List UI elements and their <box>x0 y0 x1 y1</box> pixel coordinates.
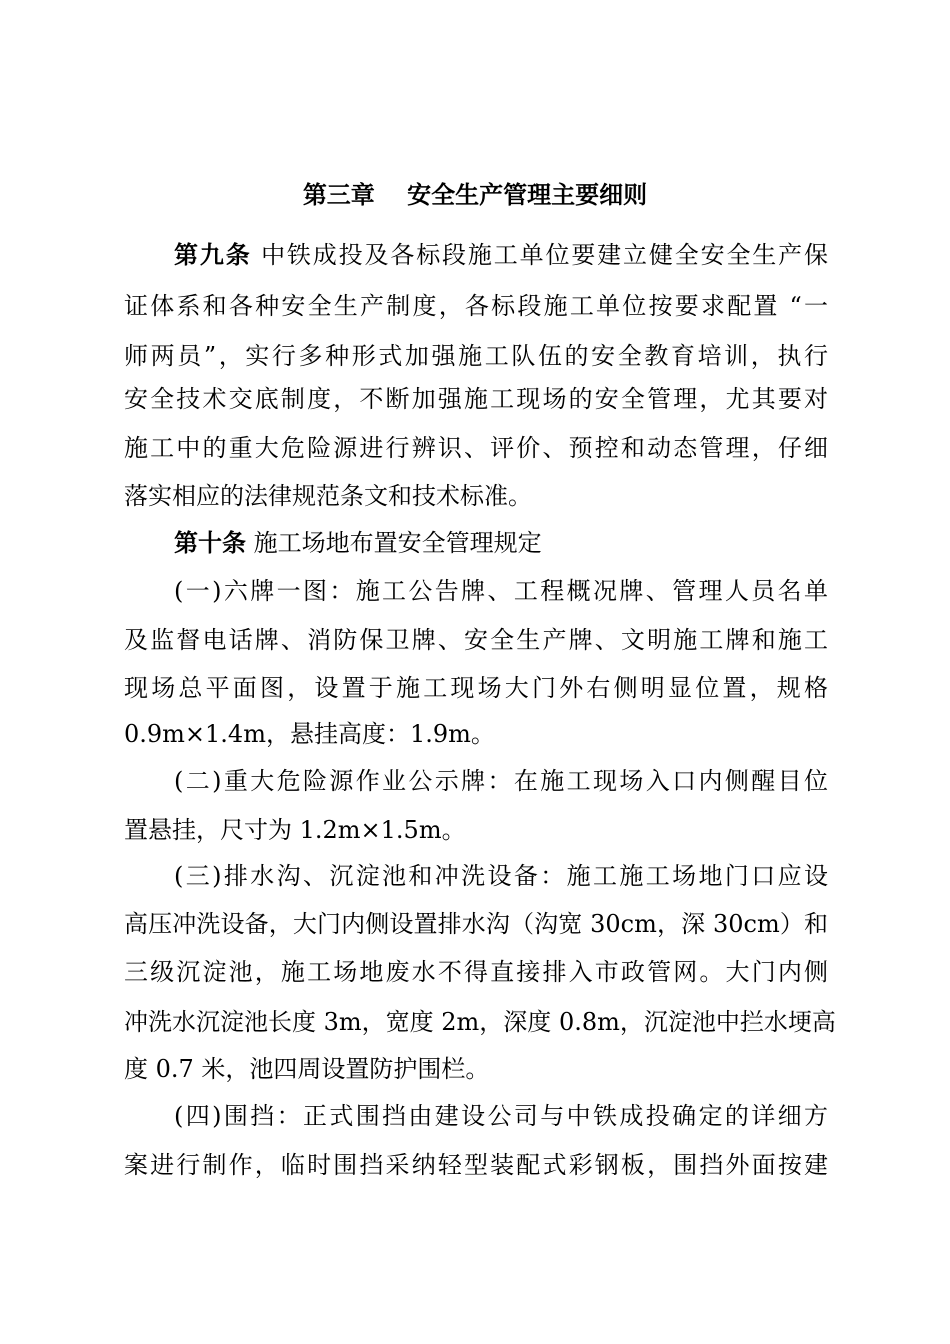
article-9-first-line <box>174 239 828 271</box>
paragraph-line: 0.9m×1.4m，悬挂高度：1.9m。 <box>124 720 495 748</box>
paragraph-line: 现场总平面图，设置于施工现场大门外右侧明显位置，规格 <box>124 674 828 702</box>
paragraph-line: 施工中的重大危险源进行辨识、评价、预控和动态管理，仔细 <box>124 434 828 462</box>
paragraph-line: 证体系和各种安全生产制度，各标段施工单位按要求配置 “一 <box>124 292 828 320</box>
paragraph-line: 及监督电话牌、消防保卫牌、安全生产牌、文明施工牌和施工 <box>124 626 828 654</box>
paragraph-line: (三)排水沟、沉淀池和冲洗设备：施工施工场地门口应设 <box>174 862 828 890</box>
paragraph-line: (一)六牌一图：施工公告牌、工程概况牌、管理人员名单 <box>174 577 828 605</box>
paragraph-line: (四)围挡：正式围挡由建设公司与中铁成投确定的详细方 <box>174 1102 828 1130</box>
paragraph-line: 冲洗水沉淀池长度 3m，宽度 2m，深度 0.8m，沉淀池中拦水埂高 <box>124 1008 836 1036</box>
article-10-heading: 第十条 <box>174 529 246 557</box>
paragraph-line: 置悬挂，尺寸为 1.2m×1.5m。 <box>124 816 466 844</box>
article-10-line <box>174 527 828 559</box>
paragraph-line: 落实相应的法律规范条文和技术标准。 <box>124 482 532 510</box>
paragraph-line: 师两员”，实行多种形式加强施工队伍的安全教育培训，执行 <box>124 342 828 370</box>
paragraph-line: 中铁成投及各标段施工单位要建立健全安全生产保 <box>261 241 829 269</box>
paragraph-line: 安全技术交底制度，不断加强施工现场的安全管理，尤其要对 <box>124 385 828 413</box>
paragraph-line: 施工场地布置安全管理规定 <box>253 529 542 557</box>
chapter-title: 第三章 安全生产管理主要细则 <box>302 181 648 209</box>
paragraph-line: 三级沉淀池，施工场地废水不得直接排入市政管网。大门内侧 <box>124 958 828 986</box>
article-9-heading: 第九条 <box>174 241 252 269</box>
paragraph-line: 案进行制作，临时围挡采纳轻型装配式彩钢板，围挡外面按建 <box>124 1151 828 1179</box>
paragraph-line: (二)重大危险源作业公示牌：在施工现场入口内侧醒目位 <box>174 767 828 795</box>
paragraph-line: 高压冲洗设备，大门内侧设置排水沟（沟宽 30cm，深 30cm）和 <box>124 910 828 938</box>
paragraph-line: 度 0.7 米，池四周设置防护围栏。 <box>124 1055 490 1083</box>
